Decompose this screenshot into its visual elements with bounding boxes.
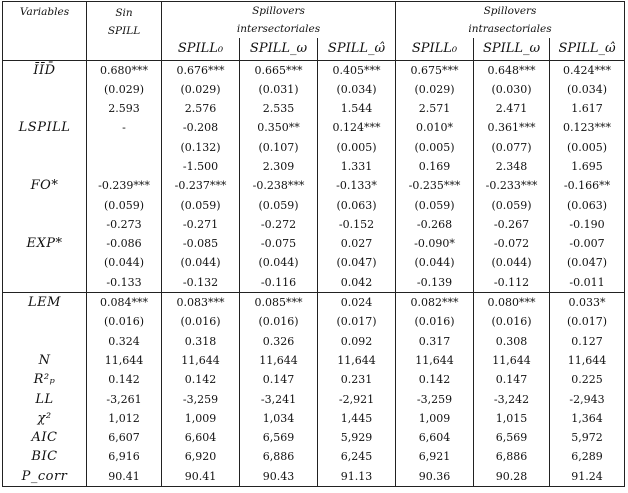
table-cell: -0.075 [240,234,318,253]
table-cell: -0.238*** [240,176,318,195]
table-cell: 6,569 [240,428,318,447]
table-cell: (0.029) [162,80,240,99]
table-cell: 0.225 [550,370,625,389]
table-cell: -0.237*** [162,176,240,195]
table-cell: 1.331 [318,157,396,176]
table-cell: (0.031) [240,80,318,99]
subcol-header: SPILL_ω [240,38,318,60]
table-cell: 2.571 [396,99,474,118]
intra-group-header [396,2,625,39]
table-row [3,467,625,487]
table-cell: 0.024 [318,293,396,313]
table-cell: (0.107) [240,138,318,157]
table-cell: 6,604 [162,428,240,447]
table-cell: 0.361*** [474,118,550,137]
table-row [3,390,625,409]
table-row [3,176,625,195]
table-cell: (0.005) [318,138,396,157]
table-cell: 90.43 [240,467,318,487]
table-row [3,447,625,466]
table-cell: 6,289 [550,447,625,466]
subcol-header: SPILL₀ [396,38,474,60]
table-cell: 0.142 [87,370,162,389]
subcol-header: SPILL₀ [162,38,240,60]
table-row [3,60,625,80]
variable-name [3,138,87,157]
variable-name [3,273,87,293]
table-cell: (0.034) [550,80,625,99]
table-cell: 0.231 [318,370,396,389]
table-cell: (0.059) [396,196,474,215]
table-cell: 90.36 [396,467,474,487]
table-cell: -0.133* [318,176,396,195]
subcol-header: SPILL_ω̂ [550,38,625,60]
sin-label: Sin [115,7,133,19]
table-cell: (0.005) [550,138,625,157]
regression-table [2,1,625,487]
table-cell: 6,886 [474,447,550,466]
table-cell: 6,245 [318,447,396,466]
table-cell: -2,921 [318,390,396,409]
variable-name [3,80,87,99]
table-cell: -0.239*** [87,176,162,195]
table-row [3,138,625,157]
table-row [3,196,625,215]
table-cell: (0.016) [162,312,240,331]
table-row [3,80,625,99]
table-cell: 6,569 [474,428,550,447]
table-cell: 6,886 [240,447,318,466]
table-row [3,428,625,447]
table-body-bottom [3,293,625,487]
variable-name: R²ₚ [3,370,87,389]
table-cell: 5,972 [550,428,625,447]
table-cell: -0.085 [162,234,240,253]
table-row [3,99,625,118]
table-cell: -0.112 [474,273,550,293]
table-cell: -0.133 [87,273,162,293]
table-row [3,234,625,253]
inter-sub-label: intersectoriales [236,23,321,35]
table-cell: -0.273 [87,215,162,234]
table-cell [87,157,162,176]
table-cell: (0.017) [550,312,625,331]
variable-name: χ² [3,409,87,428]
table-cell: -3,261 [87,390,162,409]
table-cell: 1,009 [396,409,474,428]
table-cell: -0.152 [318,215,396,234]
table-cell: 0.317 [396,332,474,351]
table-cell: (0.017) [318,312,396,331]
table-cell: 0.350** [240,118,318,137]
table-cell: 0.326 [240,332,318,351]
subcol-header: SPILL_ω [474,38,550,60]
table-cell: (0.059) [474,196,550,215]
table-cell: (0.044) [474,253,550,272]
table-cell: 0.124*** [318,118,396,137]
table-cell: 0.675*** [396,60,474,80]
table-cell: 11,644 [162,351,240,370]
table-cell: 2.576 [162,99,240,118]
table-cell: -0.235*** [396,176,474,195]
table-row [3,253,625,272]
table-cell: 0.648*** [474,60,550,80]
table-cell: -0.011 [550,273,625,293]
table-cell: - [87,118,162,137]
table-cell: -0.132 [162,273,240,293]
table-cell: (0.047) [318,253,396,272]
table-cell: 0.665*** [240,60,318,80]
table-cell: 0.033* [550,293,625,313]
table-cell: 0.318 [162,332,240,351]
table-cell: 5,929 [318,428,396,447]
inter-group-header [162,2,396,39]
table-cell: (0.063) [550,196,625,215]
table-cell: 0.042 [318,273,396,293]
table-cell: -0.090* [396,234,474,253]
table-cell: 0.080*** [474,293,550,313]
table-cell: -3,259 [396,390,474,409]
sin-spill-header [87,2,162,61]
table-cell: (0.044) [240,253,318,272]
table-cell: 0.676*** [162,60,240,80]
table-cell: 2.348 [474,157,550,176]
variable-name [3,312,87,331]
table-row [3,215,625,234]
variable-name: EXP* [3,234,87,253]
table-cell: (0.034) [318,80,396,99]
table-cell: 11,644 [318,351,396,370]
table-cell: 0.092 [318,332,396,351]
table-cell: (0.044) [162,253,240,272]
table-row [3,312,625,331]
table-cell: 1,012 [87,409,162,428]
table-cell: 2.535 [240,99,318,118]
variable-name [3,332,87,351]
table-cell: 1.617 [550,99,625,118]
variable-name: ĪĪD̄ [3,60,87,80]
table-cell: 6,916 [87,447,162,466]
table-cell: 91.13 [318,467,396,487]
table-cell: 11,644 [240,351,318,370]
variable-name: AIC [3,428,87,447]
table-cell: 2.471 [474,99,550,118]
table-cell: -0.267 [474,215,550,234]
variable-name: BIC [3,447,87,466]
table-cell: (0.044) [396,253,474,272]
table-cell: 0.082*** [396,293,474,313]
table-cell: (0.044) [87,253,162,272]
table-cell: 0.083*** [162,293,240,313]
variable-name [3,215,87,234]
table-cell: (0.016) [474,312,550,331]
table-cell: 90.28 [474,467,550,487]
table-cell: -0.086 [87,234,162,253]
variable-name [3,253,87,272]
table-cell: 11,644 [550,351,625,370]
table-cell: -1.500 [162,157,240,176]
table-cell: -3,241 [240,390,318,409]
table-cell: (0.059) [87,196,162,215]
table-cell: (0.059) [240,196,318,215]
table-cell: (0.016) [87,312,162,331]
table-cell: 0.142 [162,370,240,389]
table-cell: (0.029) [87,80,162,99]
table-cell: 0.123*** [550,118,625,137]
table-cell [87,138,162,157]
table-row [3,293,625,313]
variable-name: LSPILL [3,118,87,137]
table-cell: 1,364 [550,409,625,428]
table-cell: -3,259 [162,390,240,409]
table-row [3,332,625,351]
table-cell: -0.233*** [474,176,550,195]
table-cell: 1,034 [240,409,318,428]
variable-name: FO* [3,176,87,195]
table-cell: -0.268 [396,215,474,234]
table-cell: (0.047) [550,253,625,272]
variable-name [3,99,87,118]
table-cell: -0.007 [550,234,625,253]
table-cell: 2.593 [87,99,162,118]
table-cell: 0.010* [396,118,474,137]
table-cell: (0.132) [162,138,240,157]
table-cell: 0.405*** [318,60,396,80]
table-cell: -0.072 [474,234,550,253]
table-cell: 0.142 [396,370,474,389]
variable-name [3,196,87,215]
table-cell: (0.059) [162,196,240,215]
table-cell: 11,644 [396,351,474,370]
variables-label: Variables [19,6,70,18]
table-body-top [3,60,625,293]
variable-name: P_corr [3,467,87,487]
table-cell: 90.41 [87,467,162,487]
variable-name: N [3,351,87,370]
variables-header [3,2,87,61]
variable-name: LEM [3,293,87,313]
subcol-header: SPILL_ω̂ [318,38,396,60]
table-cell: 11,644 [474,351,550,370]
table-cell: -0.208 [162,118,240,137]
table-cell: (0.063) [318,196,396,215]
table-cell: 0.680*** [87,60,162,80]
table-cell: 6,920 [162,447,240,466]
table-cell: 90.41 [162,467,240,487]
table-cell: 0.324 [87,332,162,351]
table-cell: 1.544 [318,99,396,118]
inter-label: Spillovers [252,5,305,17]
table-cell: 6,607 [87,428,162,447]
table-cell: 1,445 [318,409,396,428]
table-cell: 1,009 [162,409,240,428]
table-cell: -0.190 [550,215,625,234]
table-cell: 0.308 [474,332,550,351]
table-cell: (0.030) [474,80,550,99]
table-cell: 1.695 [550,157,625,176]
table-row [3,409,625,428]
table-row [3,157,625,176]
table-cell: -3,242 [474,390,550,409]
table-cell: 0.027 [318,234,396,253]
table-cell: 0.424*** [550,60,625,80]
intra-label: Spillovers [483,5,537,17]
table-cell: (0.005) [396,138,474,157]
table-header [3,2,625,61]
table-cell: 6,604 [396,428,474,447]
table-cell: 0.084*** [87,293,162,313]
intra-sub-label: intrasectoriales [468,23,552,35]
table-cell: 1,015 [474,409,550,428]
sin-sub-label: SPILL [107,25,141,37]
variable-name: LL [3,390,87,409]
table-row [3,370,625,389]
table-cell: 0.147 [474,370,550,389]
table-cell: (0.077) [474,138,550,157]
table-cell: -0.116 [240,273,318,293]
table-cell: -0.139 [396,273,474,293]
table-cell: 11,644 [87,351,162,370]
table-cell: 0.169 [396,157,474,176]
table-cell: 0.085*** [240,293,318,313]
table-cell: -0.166** [550,176,625,195]
table-cell: 2.309 [240,157,318,176]
table-cell: (0.029) [396,80,474,99]
table-cell: -2,943 [550,390,625,409]
table-cell: -0.271 [162,215,240,234]
table-row [3,273,625,293]
table-cell: (0.016) [240,312,318,331]
table-cell: 6,921 [396,447,474,466]
table-cell: (0.016) [396,312,474,331]
table-cell: 91.24 [550,467,625,487]
table-cell: 0.147 [240,370,318,389]
table-row [3,118,625,137]
table-row [3,351,625,370]
variable-name [3,157,87,176]
table-cell: 0.127 [550,332,625,351]
table-cell: -0.272 [240,215,318,234]
